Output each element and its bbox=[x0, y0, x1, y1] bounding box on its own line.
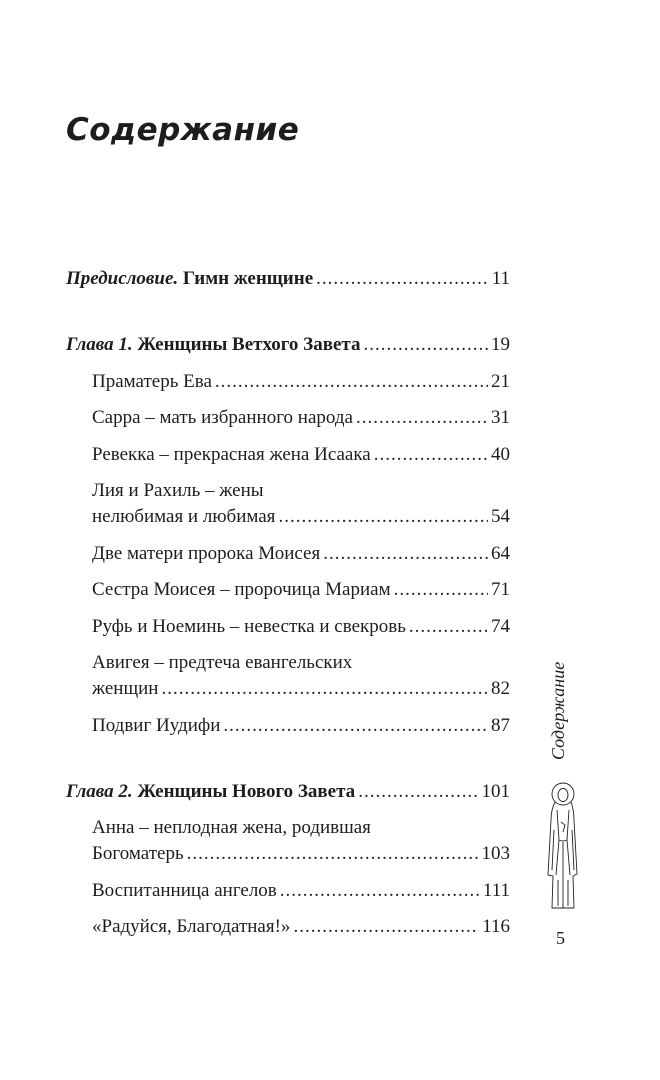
dot-leader bbox=[161, 676, 488, 702]
entry-title-line: Анна – неплодная жена, родившая bbox=[92, 817, 371, 838]
entry-page: 54 bbox=[491, 506, 510, 527]
toc-entry[interactable] bbox=[66, 405, 510, 431]
entry-page: 21 bbox=[491, 370, 510, 392]
saint-icon-illustration bbox=[543, 780, 583, 920]
dot-leader bbox=[280, 878, 480, 904]
toc-entry[interactable] bbox=[66, 442, 510, 468]
entry-title: Ревекка – прекрасная жена Исаака bbox=[92, 443, 371, 465]
dot-leader bbox=[358, 779, 478, 805]
entry-title: Гимн женщине bbox=[182, 268, 314, 289]
entry-page: 11 bbox=[491, 268, 510, 289]
entry-title: Праматерь Ева bbox=[92, 370, 212, 392]
entry-prefix: Глава 1. bbox=[66, 334, 133, 355]
dot-leader bbox=[278, 504, 488, 530]
toc-entry[interactable] bbox=[66, 369, 510, 395]
toc-entry[interactable] bbox=[66, 614, 510, 640]
dot-leader bbox=[363, 332, 488, 358]
toc-entry-chapter-1[interactable] bbox=[66, 332, 510, 358]
toc-entry[interactable] bbox=[66, 878, 510, 904]
entry-page: 103 bbox=[481, 843, 510, 864]
entry-page: 111 bbox=[482, 879, 510, 901]
table-of-contents bbox=[66, 266, 510, 951]
page-title: Содержание bbox=[66, 112, 300, 148]
dot-leader bbox=[316, 266, 489, 292]
dot-leader bbox=[215, 369, 488, 395]
dot-leader bbox=[394, 577, 488, 603]
toc-entry[interactable] bbox=[66, 914, 510, 940]
entry-page: 87 bbox=[491, 714, 510, 736]
toc-entry[interactable] bbox=[66, 541, 510, 567]
entry-page: 31 bbox=[491, 407, 510, 428]
dot-leader bbox=[187, 841, 479, 867]
toc-entry[interactable] bbox=[66, 815, 510, 867]
entry-page: 40 bbox=[491, 443, 510, 465]
entry-title-line: Авигея – предтеча евангельских bbox=[92, 652, 353, 673]
entry-page: 101 bbox=[481, 780, 510, 802]
entry-title: Подвиг Иудифи bbox=[92, 714, 221, 736]
entry-title: «Радуйся, Благодатная!» bbox=[92, 916, 291, 937]
entry-prefix: Глава 2. bbox=[66, 780, 133, 802]
running-head: Содержание bbox=[548, 661, 568, 760]
toc-entry-preface[interactable] bbox=[66, 266, 510, 292]
entry-title-line: Богоматерь bbox=[92, 843, 184, 864]
toc-entry[interactable] bbox=[66, 478, 510, 530]
page-number: 5 bbox=[556, 928, 565, 948]
entry-title-line: женщин bbox=[92, 678, 159, 699]
entry-page: 19 bbox=[491, 334, 510, 355]
entry-page: 74 bbox=[491, 615, 510, 637]
entry-title: Две матери пророка Моисея bbox=[92, 542, 321, 564]
entry-page: 82 bbox=[491, 678, 510, 699]
entry-page: 71 bbox=[491, 579, 510, 600]
dot-leader bbox=[293, 914, 479, 940]
toc-entry[interactable] bbox=[66, 650, 510, 702]
dot-leader bbox=[323, 541, 488, 567]
toc-entry-chapter-2[interactable] bbox=[66, 779, 510, 805]
dot-leader bbox=[409, 614, 488, 640]
toc-entry[interactable] bbox=[66, 713, 510, 739]
toc-entry[interactable] bbox=[66, 577, 510, 603]
entry-title: Женщины Нового Завета bbox=[137, 780, 356, 802]
entry-title: Руфь и Ноеминь – невестка и свекровь bbox=[92, 615, 406, 637]
entry-prefix: Предисловие. bbox=[66, 268, 179, 289]
entry-page: 116 bbox=[482, 916, 510, 937]
entry-title: Сестра Моисея – пророчица Мариам bbox=[92, 579, 391, 600]
entry-title-line: нелюбимая и любимая bbox=[92, 506, 276, 527]
entry-page: 64 bbox=[491, 542, 510, 564]
entry-title-line: Лия и Рахиль – жены bbox=[92, 480, 264, 501]
entry-title: Женщины Ветхого Завета bbox=[137, 334, 361, 355]
dot-leader bbox=[374, 442, 488, 468]
entry-title: Воспитанница ангелов bbox=[92, 879, 277, 901]
entry-title: Сарра – мать избранного народа bbox=[92, 407, 353, 428]
dot-leader bbox=[356, 405, 488, 431]
dot-leader bbox=[223, 713, 488, 739]
